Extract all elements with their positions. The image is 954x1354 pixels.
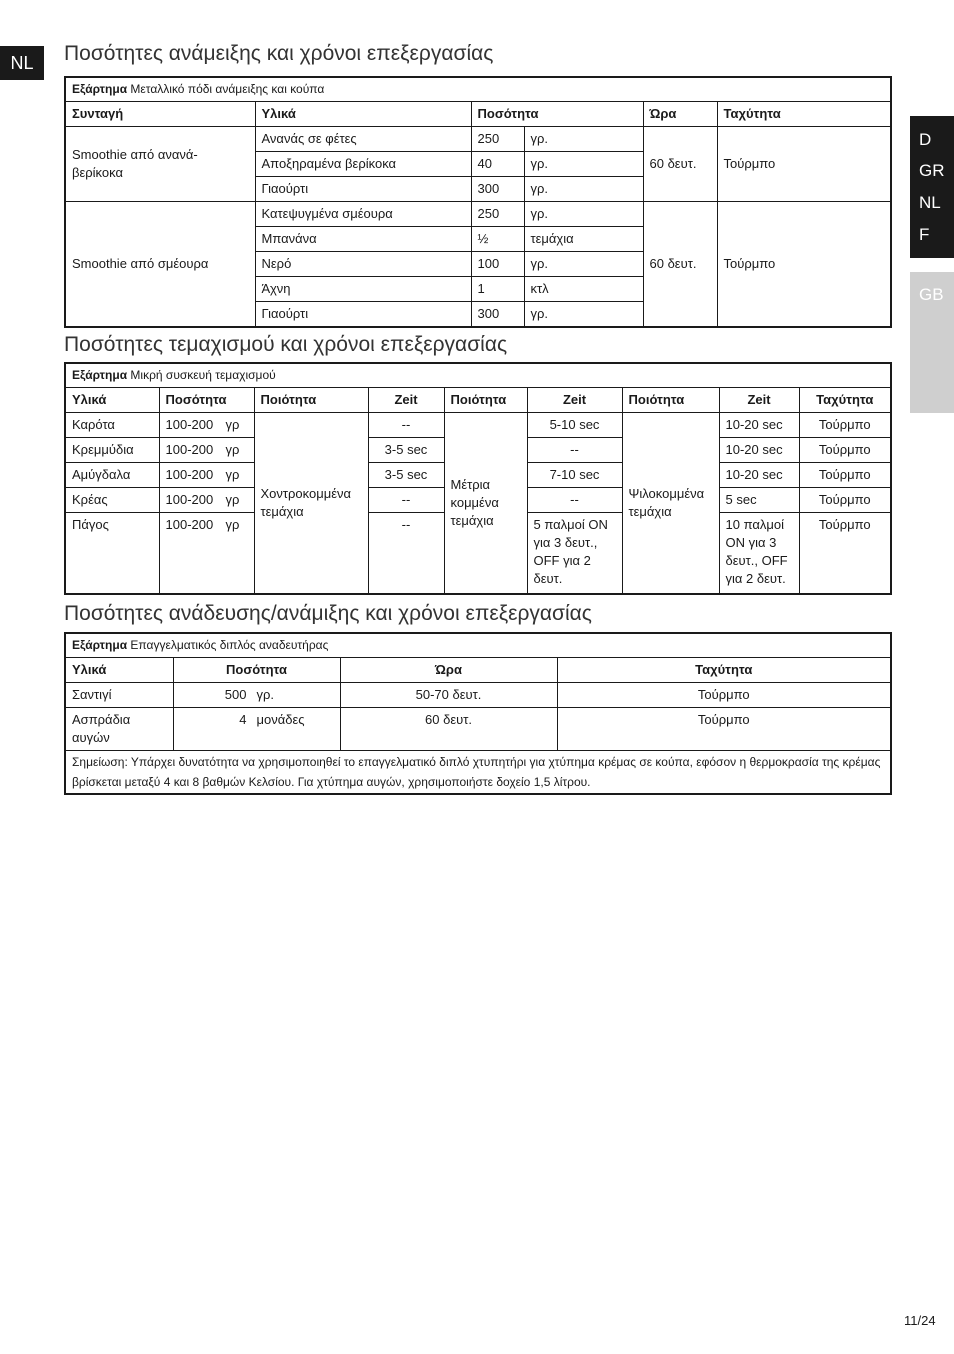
accessory-value: Μικρή συσκευή τεμαχισμού xyxy=(130,368,276,383)
page-number: 11/24 xyxy=(904,1313,936,1328)
time-fine: 10-20 sec xyxy=(719,462,799,487)
time: 60 δευτ. xyxy=(340,707,557,750)
header-speed: Ταχύτητα xyxy=(799,387,891,412)
ingredient: Κατεψυγμένα σμέουρα xyxy=(255,201,471,226)
unit: τεμάχια xyxy=(524,226,643,251)
unit: γρ. xyxy=(524,176,643,201)
time-coarse: 3-5 sec xyxy=(368,437,444,462)
time-fine: 10-20 sec xyxy=(719,437,799,462)
accessory-label: Εξάρτημα xyxy=(72,368,128,383)
ingredient: Νερό xyxy=(255,251,471,276)
language-index-gb[interactable]: GB xyxy=(919,285,944,304)
language-index-active xyxy=(910,116,954,258)
section-title-chopping: Ποσότητες τεμαχισμού και χρόνοι επεξεργασίας xyxy=(64,333,508,356)
unit: γρ. xyxy=(524,126,643,151)
header-time-fine: Zeit xyxy=(719,387,799,412)
speed: Τούρμπο xyxy=(557,707,891,750)
note: Σημείωση: Υπάρχει δυνατότητα να χρησιμοποιηθεί το επαγγελματικό διπλό χτυπητήρι για χτύπημα κρέμας σε κούπα, εφόσον η θερμοκρασία της κρέμας βρίσκεται μεταξύ 4 και 8 βαθμών Κελσίου. Για χτύπημα αυγών, χρησιμοποιήστε δοχείο 1,5 λίτρου. xyxy=(65,750,891,794)
recipe-name: Smoothie από σμέουρα xyxy=(65,201,255,327)
quantity: 100-200 γρ xyxy=(159,462,254,487)
table-row xyxy=(65,412,891,437)
ingredient: Κρέας xyxy=(65,487,159,512)
speed: Τούρμπο xyxy=(799,512,891,594)
language-tab-nl[interactable]: NL xyxy=(0,46,44,80)
time-coarse: -- xyxy=(368,487,444,512)
quantity: 250 xyxy=(471,201,524,226)
quantity: 100-200 γρ xyxy=(159,487,254,512)
table-row xyxy=(65,707,891,750)
unit: γρ. xyxy=(524,251,643,276)
speed: Τούρμπο xyxy=(799,487,891,512)
header-ingredients: Υλικά xyxy=(255,101,471,126)
unit: γρ. xyxy=(524,201,643,226)
accessory-label: Εξάρτημα xyxy=(72,82,128,97)
quantity: ½ xyxy=(471,226,524,251)
ingredient: Μπανάνα xyxy=(255,226,471,251)
time: 60 δευτ. xyxy=(643,201,717,327)
ingredient: Αποξηραμένα βερίκοκα xyxy=(255,151,471,176)
time: 50-70 δευτ. xyxy=(340,682,557,707)
time: 60 δευτ. xyxy=(643,126,717,201)
accessory-row xyxy=(65,77,891,101)
unit: κτλ xyxy=(524,276,643,301)
mixing-table xyxy=(64,76,892,328)
header-ingredients: Υλικά xyxy=(65,387,159,412)
quantity: 300 xyxy=(471,176,524,201)
header-time: Ώρα xyxy=(340,657,557,682)
quality-fine: Ψιλοκομμένα τεμάχια xyxy=(622,412,719,594)
language-index-f[interactable]: F xyxy=(919,225,930,244)
time-coarse: 3-5 sec xyxy=(368,462,444,487)
ingredient: Ανανάς σε φέτες xyxy=(255,126,471,151)
header-speed: Ταχύτητα xyxy=(557,657,891,682)
time-medium: -- xyxy=(527,437,622,462)
header-quantity: Ποσότητα xyxy=(471,101,643,126)
quantity: 100-200 γρ xyxy=(159,437,254,462)
header-quality-fine: Ποιότητα xyxy=(622,387,719,412)
header-time-coarse: Zeit xyxy=(368,387,444,412)
speed: Τούρμπο xyxy=(557,682,891,707)
header-quantity: Ποσότητα xyxy=(173,657,340,682)
table-row xyxy=(65,682,891,707)
quality-medium: Μέτρια κομμένα τεμάχια xyxy=(444,412,527,594)
time-medium: 7-10 sec xyxy=(527,462,622,487)
accessory-value: Επαγγελματικός διπλός αναδευτήρας xyxy=(130,638,329,653)
ingredient: Ασπράδια αυγών xyxy=(65,707,173,750)
quantity: 100-200 γρ xyxy=(159,512,254,594)
accessory-row xyxy=(65,363,891,387)
ingredient: Άχνη xyxy=(255,276,471,301)
whisking-table xyxy=(64,632,892,795)
ingredient: Κρεμμύδια xyxy=(65,437,159,462)
time-coarse: -- xyxy=(368,512,444,594)
time-fine: 10 παλμοί ON για 3 δευτ., OFF για 2 δευτ. xyxy=(719,512,799,594)
accessory-value: Μεταλλικό πόδι ανάμειξης και κούπα xyxy=(130,82,325,97)
section-title-whisking: Ποσότητες ανάδευσης/ανάμιξης και χρόνοι επεξεργασίας xyxy=(64,602,592,625)
speed: Τούρμπο xyxy=(799,462,891,487)
table-row xyxy=(65,126,891,151)
time-medium: 5-10 sec xyxy=(527,412,622,437)
quantity: 40 xyxy=(471,151,524,176)
ingredient: Γιαούρτι xyxy=(255,176,471,201)
quantity: 100-200 γρ xyxy=(159,412,254,437)
ingredient: Γιαούρτι xyxy=(255,301,471,327)
speed: Τούρμπο xyxy=(717,126,891,201)
speed: Τούρμπο xyxy=(799,412,891,437)
quantity: 1 xyxy=(471,276,524,301)
header-speed: Ταχύτητα xyxy=(717,101,891,126)
time-fine: 5 sec xyxy=(719,487,799,512)
header-recipe: Συνταγή xyxy=(65,101,255,126)
unit: γρ. xyxy=(524,151,643,176)
quantity: 250 xyxy=(471,126,524,151)
ingredient: Αμύγδαλα xyxy=(65,462,159,487)
quantity: 300 xyxy=(471,301,524,327)
quantity: 100 xyxy=(471,251,524,276)
language-index-inactive xyxy=(910,272,954,413)
language-index-gr[interactable]: GR xyxy=(919,161,945,180)
accessory-label: Εξάρτημα xyxy=(72,638,128,653)
header-time-medium: Zeit xyxy=(527,387,622,412)
header-quality-medium: Ποιότητα xyxy=(444,387,527,412)
quantity: 4 μονάδες xyxy=(173,707,340,750)
table-row xyxy=(65,201,891,226)
recipe-name: Smoothie από ανανά-βερίκοκα xyxy=(65,126,255,201)
header-quantity: Ποσότητα xyxy=(159,387,254,412)
language-index-d[interactable]: D xyxy=(919,130,932,149)
speed: Τούρμπο xyxy=(717,201,891,327)
header-time: Ώρα xyxy=(643,101,717,126)
time-medium: 5 παλμοί ON για 3 δευτ., OFF για 2 δευτ. xyxy=(527,512,622,594)
header-quality-coarse: Ποιότητα xyxy=(254,387,368,412)
ingredient: Σαντιγί xyxy=(65,682,173,707)
ingredient: Καρότα xyxy=(65,412,159,437)
section-title-mixing: Ποσότητες ανάμειξης και χρόνοι επεξεργασίας xyxy=(64,42,494,65)
time-fine: 10-20 sec xyxy=(719,412,799,437)
chopping-table xyxy=(64,362,892,595)
unit: γρ. xyxy=(524,301,643,327)
quantity: 500 γρ. xyxy=(173,682,340,707)
time-coarse: -- xyxy=(368,412,444,437)
time-medium: -- xyxy=(527,487,622,512)
quality-coarse: Χοντροκομμένα τεμάχια xyxy=(254,412,368,594)
header-ingredients: Υλικά xyxy=(65,657,173,682)
language-index-nl[interactable]: NL xyxy=(919,193,941,212)
accessory-row xyxy=(65,633,891,657)
speed: Τούρμπο xyxy=(799,437,891,462)
ingredient: Πάγος xyxy=(65,512,159,594)
